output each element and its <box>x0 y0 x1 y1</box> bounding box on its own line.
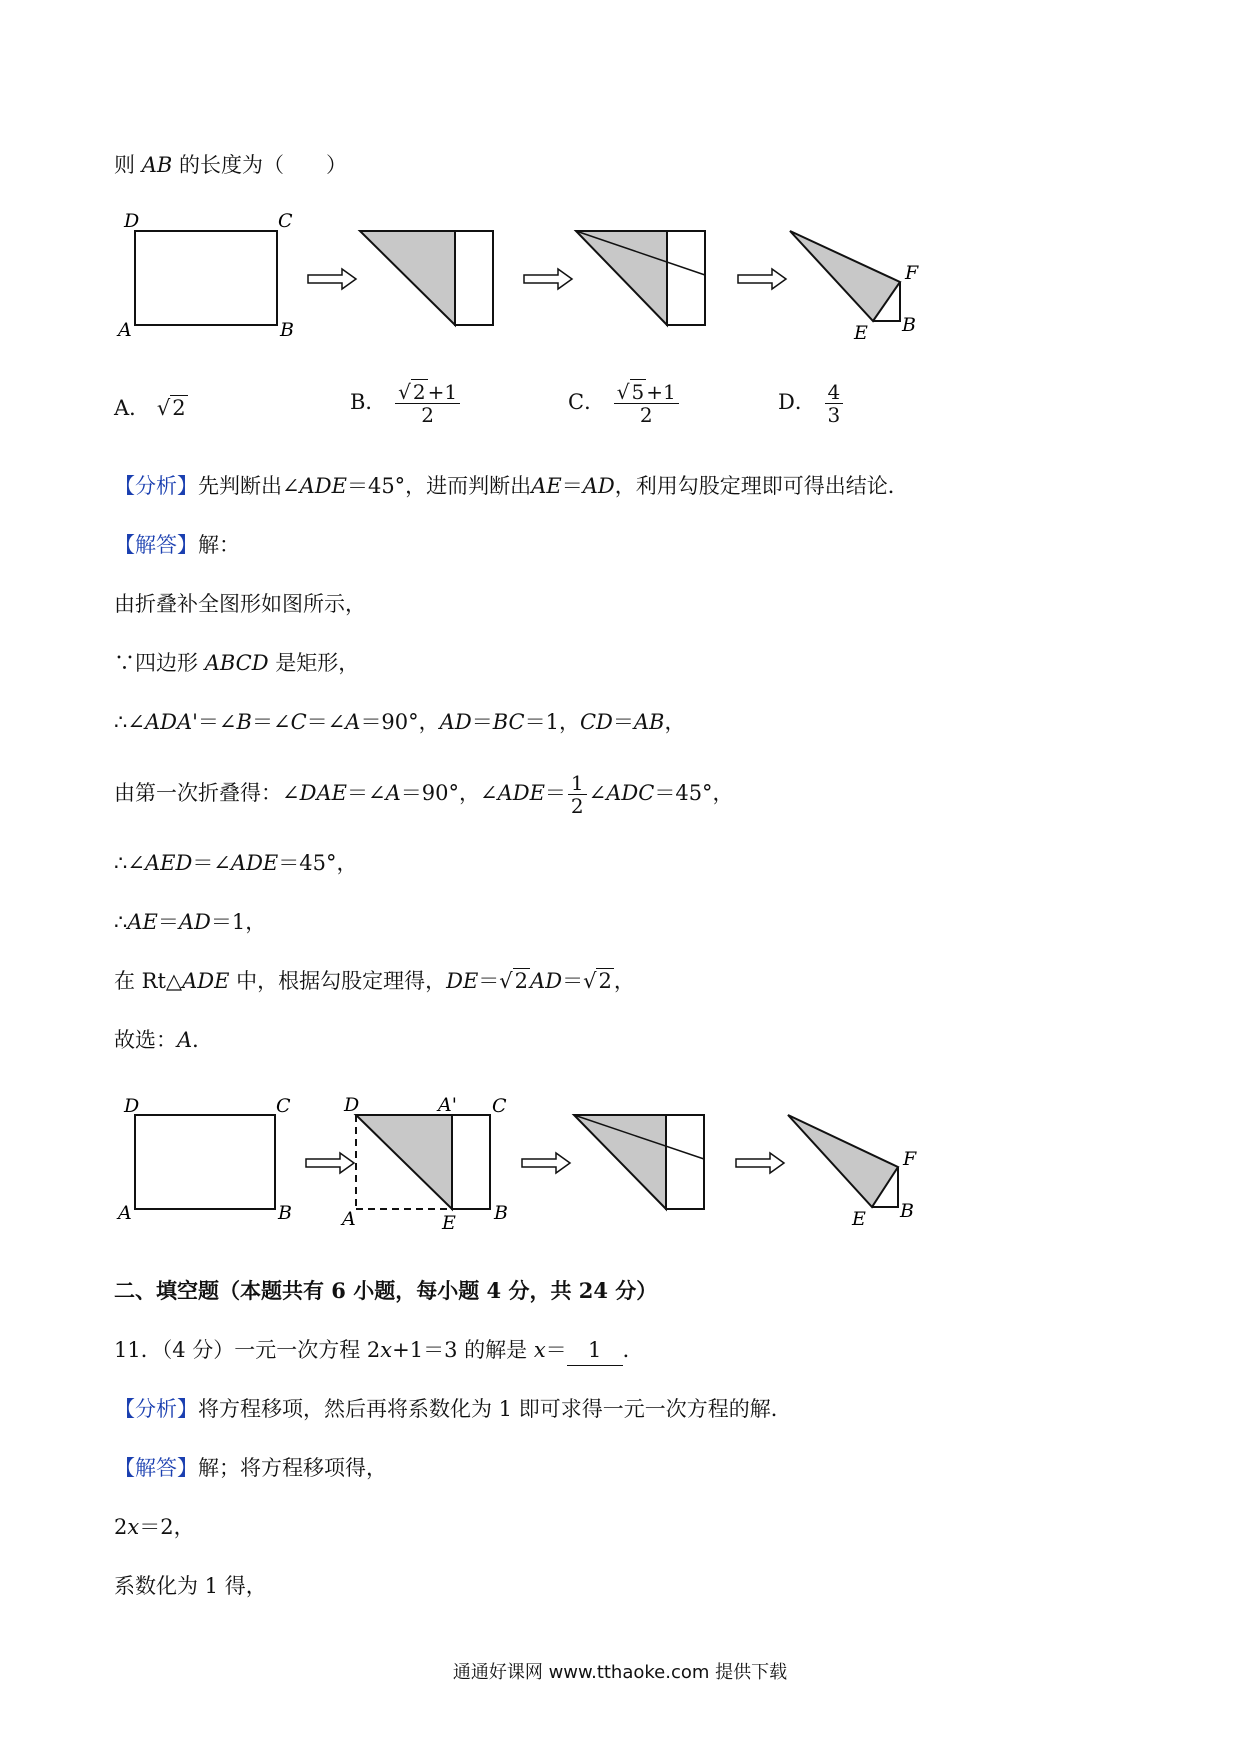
label-a-prime: A' <box>438 1095 457 1116</box>
solution-line: ∴∠ADA'＝∠B＝∠C＝∠A＝90°，AD＝BC＝1，CD＝AB， <box>114 710 686 734</box>
fold-step-1 <box>360 231 493 325</box>
label-d: D <box>124 1095 140 1117</box>
solution-line: 在 Rt△ADE 中，根据勾股定理得，DE＝√2AD＝√2， <box>114 966 635 996</box>
section-heading: 二、填空题（本题共有 6 小题，每小题 4 分，共 24 分） <box>114 1278 658 1303</box>
label-b: B <box>900 1200 914 1222</box>
label-b: B <box>278 1202 292 1224</box>
folding-figure-solution <box>110 1095 970 1240</box>
analysis-tag: 【分析】 <box>114 1397 198 1421</box>
label-f: F <box>905 262 919 284</box>
label-a: A <box>342 1208 356 1230</box>
label-a: A <box>118 319 132 341</box>
option-b: B． $\frac{√ 2 +1}{2}$ <box>350 381 462 426</box>
fold-step-2 <box>576 231 705 325</box>
solution-tag: 【解答】 <box>114 533 198 557</box>
fold-step-2 <box>574 1115 704 1209</box>
option-d: D． $\frac{4}{3}$ <box>778 381 845 426</box>
folding-figure-question <box>110 205 970 350</box>
label-b: B <box>902 314 916 336</box>
label-b: B <box>280 319 294 341</box>
solution-q10-heading: 【解答】解： <box>114 533 240 557</box>
fold-step-3 <box>790 231 900 321</box>
option-a: A． √2 <box>114 393 188 423</box>
solution-line: 由第一次折叠得：∠DAE＝∠A＝90°，∠ADE＝ $\frac{1}{2}$ ∠ADC＝45°， <box>114 771 734 818</box>
label-e: E <box>854 322 868 344</box>
fraction: $\frac{1}{2}$ <box>568 772 587 817</box>
fold-step-3 <box>788 1115 898 1207</box>
solution-line: 由折叠补全图形如图所示， <box>114 592 366 616</box>
solution-line: 故选：A． <box>114 1028 214 1052</box>
page-footer: 通通好课网 www.tthaoke.com 提供下载 <box>452 1662 788 1683</box>
label-b: B <box>494 1202 508 1224</box>
analysis-tag: 【分析】 <box>114 474 198 498</box>
sqrt-symbol: √2 <box>499 969 529 993</box>
question-11: 11．（4 分）一元一次方程 2x+1＝3 的解是 x＝ 1 ． <box>114 1335 644 1366</box>
solution-line: 2x＝2， <box>114 1515 195 1539</box>
label-d: D <box>344 1095 360 1116</box>
arrow-right-icon <box>736 1153 784 1173</box>
fold-step-1-completed <box>356 1115 490 1209</box>
label-a: A <box>118 1202 132 1224</box>
solution-line: ∵四边形 ABCD 是矩形， <box>114 651 360 675</box>
sqrt-symbol: √ 5 <box>616 380 645 404</box>
sqrt-symbol: √2 <box>156 396 186 420</box>
rectangle-abcd <box>135 231 277 325</box>
analysis-q11: 【分析】将方程移项，然后再将系数化为 1 即可求得一元一次方程的解． <box>114 1397 792 1421</box>
arrow-right-icon <box>308 269 356 289</box>
solution-line: 系数化为 1 得， <box>114 1574 267 1598</box>
arrow-right-icon <box>306 1153 354 1173</box>
label-c: C <box>492 1095 507 1117</box>
answer-blank: 1 <box>567 1335 623 1366</box>
label-c: C <box>276 1095 291 1117</box>
label-c: C <box>278 210 293 232</box>
solution-tag: 【解答】 <box>114 1456 198 1480</box>
option-c: C． $\frac{√ 5 +1}{2}$ <box>568 381 681 426</box>
question-stem: 则 AB 的长度为（ ） <box>114 153 347 177</box>
arrow-right-icon <box>524 269 572 289</box>
label-d: D <box>124 210 140 232</box>
solution-q11-heading: 【解答】解；将方程移项得， <box>114 1456 387 1480</box>
sqrt-symbol: √2 <box>583 969 612 993</box>
label-e: E <box>442 1212 456 1234</box>
analysis-q10: 【分析】先判断出∠ADE＝45°，进而判断出AE＝AD，利用勾股定理即可得出结论． <box>114 474 909 498</box>
solution-line: ∴∠AED＝∠ADE＝45°， <box>114 851 358 875</box>
label-e: E <box>852 1208 866 1230</box>
solution-line: ∴AE＝AD＝1， <box>114 910 267 934</box>
sqrt-symbol: √ 2 <box>398 380 426 404</box>
label-f: F <box>903 1148 917 1170</box>
rectangle-abcd <box>135 1115 275 1209</box>
arrow-right-icon <box>522 1153 570 1173</box>
arrow-right-icon <box>738 269 786 289</box>
